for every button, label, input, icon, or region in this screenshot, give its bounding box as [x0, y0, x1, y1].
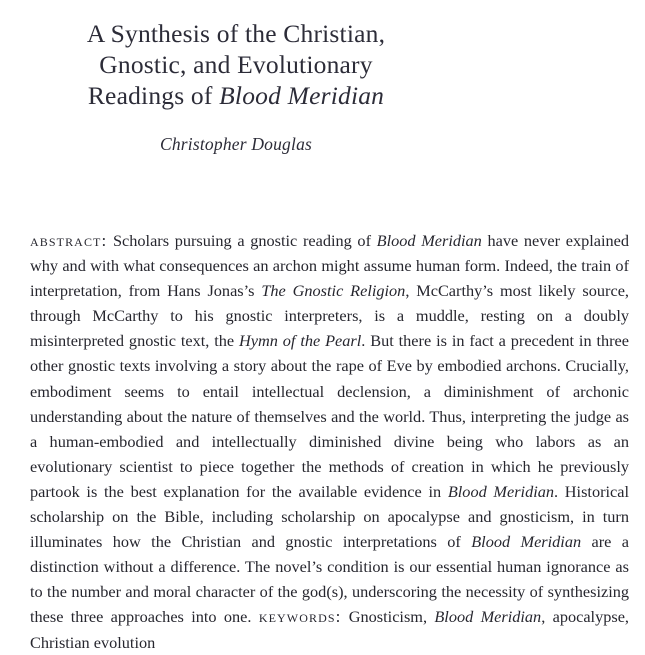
title-line-3 [0, 80, 472, 111]
author-name: Christopher Douglas [159, 134, 313, 154]
abstract-italic-title: Hymn of the Pearl [239, 331, 362, 351]
title-line-1 [0, 18, 472, 49]
abstract-section [30, 228, 629, 655]
title-line-2 [0, 49, 472, 80]
title-line-3-text: Readings of [87, 81, 220, 110]
abstract-italic-title: Blood Meridian [471, 532, 582, 552]
abstract-paragraph [30, 228, 629, 655]
abstract-italic-title: Blood Meridian [434, 607, 542, 627]
abstract-italic-title: Blood Meridian [376, 231, 482, 250]
article-title [0, 18, 472, 111]
abstract-label: abstract: [30, 231, 108, 250]
abstract-italic-title: Blood Meridian [447, 481, 555, 501]
title-line-2-text: Gnostic, and Evolutionary [99, 50, 373, 79]
title-work-name: Blood Meridian [219, 81, 385, 110]
abstract-body-text: Scholars pursuing a gnostic reading of Blood Meridian have never explained why and with what consequences an archon might assume human form. Indeed, the train of interpretation, from Hans Jonas’s The Gnostic Religion, McCarthy’s most likely source, through McCarthy to his gnostic interpreters, is a muddle, resting on a doubly misinterpreted gnostic text, the Hymn of the Pearl. But there is in fact a precedent in three other gnostic texts involving a story about the rape of Eve by embodied archons. Crucially, embodiment seems to entail intellectual declension, a diminishment of archonic understanding about the nature of themselves and the world. Thus, interpreting the judge as a human-embodied and intellectually diminished divine being who labors as an evolutionary scientist to piece together the methods of creation in which he previously partook is the best explanation for the available evidence in Blood Meridian. Historical scholarship on the Bible, including scholarship on apocalypse and gnosticism, in turn illuminates how the Christian and gnostic interpretations of Blood Meridian are a distinction without a difference. The novel’s condition is our essential human ignorance as to the number and moral character of the god(s), underscoring the necessity of synthesizing these three approaches into one. keywords: Gnosticism, Blood Meridian, apocalypse, Christian evolution [30, 231, 630, 652]
keywords-label: keywords: [258, 607, 342, 627]
title-line-1-text: A Synthesis of the Christian, [86, 19, 386, 48]
abstract-italic-title: The Gnostic Religion [261, 281, 406, 301]
